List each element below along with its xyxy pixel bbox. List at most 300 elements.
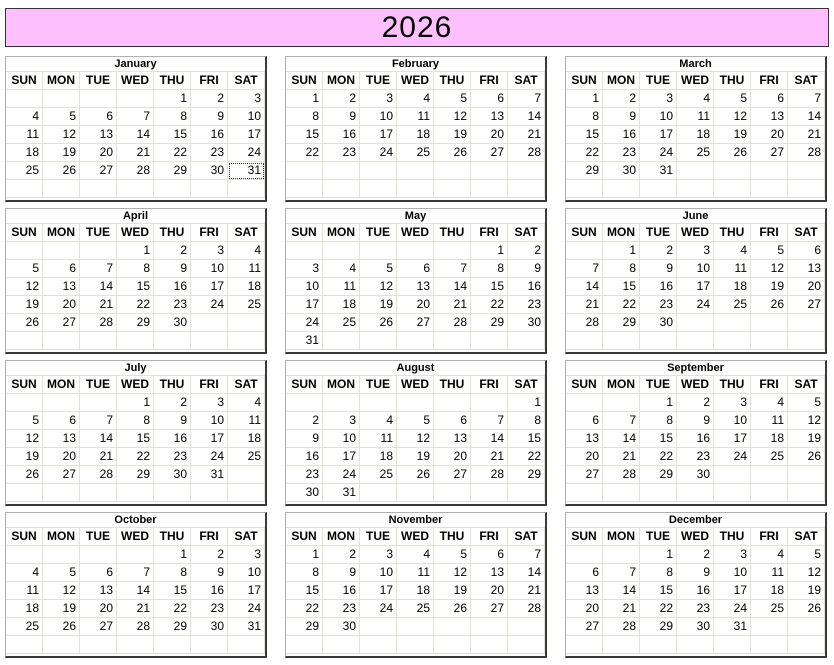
day-cell[interactable]: 28 (508, 600, 545, 618)
day-cell[interactable]: 3 (640, 90, 677, 108)
day-cell[interactable]: 9 (603, 108, 640, 126)
day-cell[interactable]: 31 (323, 484, 360, 502)
day-cell[interactable]: 21 (603, 600, 640, 618)
day-cell[interactable]: 21 (603, 448, 640, 466)
day-cell[interactable]: 17 (228, 126, 265, 144)
day-cell[interactable]: 18 (751, 582, 788, 600)
day-cell[interactable]: 5 (434, 546, 471, 564)
day-cell[interactable]: 23 (603, 144, 640, 162)
day-cell[interactable]: 5 (6, 412, 43, 430)
day-cell[interactable]: 20 (751, 126, 788, 144)
day-cell[interactable]: 1 (508, 394, 545, 412)
day-cell[interactable]: 8 (117, 412, 154, 430)
day-cell[interactable]: 29 (286, 618, 323, 636)
day-cell[interactable]: 9 (154, 260, 191, 278)
day-cell[interactable]: 10 (714, 412, 751, 430)
day-cell[interactable]: 10 (228, 108, 265, 126)
day-cell[interactable]: 28 (80, 466, 117, 484)
day-cell[interactable]: 18 (360, 448, 397, 466)
day-cell[interactable]: 20 (434, 448, 471, 466)
day-cell[interactable]: 17 (640, 126, 677, 144)
day-cell[interactable]: 24 (677, 296, 714, 314)
day-cell[interactable]: 13 (434, 430, 471, 448)
day-cell[interactable]: 23 (191, 144, 228, 162)
day-cell[interactable]: 5 (751, 242, 788, 260)
day-cell[interactable]: 4 (397, 90, 434, 108)
day-cell[interactable]: 12 (434, 108, 471, 126)
day-cell[interactable]: 6 (566, 412, 603, 430)
day-cell[interactable]: 24 (228, 144, 265, 162)
day-cell[interactable]: 15 (117, 430, 154, 448)
day-cell[interactable]: 28 (117, 618, 154, 636)
day-cell[interactable]: 29 (603, 314, 640, 332)
day-cell[interactable]: 31 (640, 162, 677, 180)
day-cell[interactable]: 24 (640, 144, 677, 162)
day-cell[interactable]: 3 (286, 260, 323, 278)
day-cell[interactable]: 23 (154, 448, 191, 466)
day-cell[interactable]: 5 (788, 546, 825, 564)
day-cell[interactable]: 31 (286, 332, 323, 350)
day-cell[interactable]: 20 (80, 144, 117, 162)
day-cell[interactable]: 11 (228, 260, 265, 278)
day-cell[interactable]: 13 (751, 108, 788, 126)
day-cell[interactable]: 8 (603, 260, 640, 278)
day-cell[interactable]: 2 (508, 242, 545, 260)
day-cell[interactable]: 24 (191, 296, 228, 314)
day-cell[interactable]: 30 (677, 466, 714, 484)
day-cell[interactable]: 20 (788, 278, 825, 296)
day-cell[interactable]: 30 (191, 162, 228, 180)
day-cell[interactable]: 27 (566, 466, 603, 484)
day-cell[interactable]: 2 (286, 412, 323, 430)
day-cell[interactable]: 3 (228, 90, 265, 108)
day-cell[interactable]: 29 (566, 162, 603, 180)
day-cell[interactable]: 10 (323, 430, 360, 448)
day-cell[interactable]: 14 (434, 278, 471, 296)
day-cell[interactable]: 24 (714, 448, 751, 466)
day-cell[interactable]: 22 (640, 448, 677, 466)
day-cell[interactable]: 15 (154, 126, 191, 144)
day-cell[interactable]: 16 (677, 582, 714, 600)
day-cell[interactable]: 5 (714, 90, 751, 108)
day-cell[interactable]: 9 (323, 564, 360, 582)
day-cell[interactable]: 15 (640, 430, 677, 448)
day-cell[interactable]: 21 (508, 126, 545, 144)
day-cell[interactable]: 5 (360, 260, 397, 278)
day-cell[interactable]: 26 (751, 296, 788, 314)
day-cell[interactable]: 26 (434, 600, 471, 618)
day-cell[interactable]: 26 (434, 144, 471, 162)
day-cell[interactable]: 20 (43, 448, 80, 466)
day-cell[interactable]: 10 (191, 260, 228, 278)
day-cell[interactable]: 7 (471, 412, 508, 430)
day-cell[interactable]: 3 (360, 90, 397, 108)
day-cell[interactable]: 15 (471, 278, 508, 296)
day-cell[interactable]: 14 (80, 430, 117, 448)
day-cell[interactable]: 22 (508, 448, 545, 466)
day-cell[interactable]: 1 (154, 546, 191, 564)
day-cell[interactable]: 11 (360, 430, 397, 448)
day-cell[interactable]: 15 (117, 278, 154, 296)
day-cell[interactable]: 1 (603, 242, 640, 260)
day-cell[interactable]: 4 (751, 546, 788, 564)
day-cell[interactable]: 7 (603, 564, 640, 582)
day-cell[interactable]: 25 (228, 296, 265, 314)
day-cell[interactable]: 16 (191, 582, 228, 600)
day-cell[interactable]: 20 (566, 600, 603, 618)
day-cell[interactable]: 6 (751, 90, 788, 108)
day-cell[interactable]: 1 (566, 90, 603, 108)
day-cell[interactable]: 15 (508, 430, 545, 448)
day-cell[interactable]: 1 (117, 394, 154, 412)
day-cell[interactable]: 18 (397, 582, 434, 600)
day-cell[interactable]: 14 (508, 564, 545, 582)
day-cell[interactable]: 28 (471, 466, 508, 484)
day-cell[interactable]: 24 (191, 448, 228, 466)
day-cell[interactable]: 21 (788, 126, 825, 144)
day-cell[interactable]: 17 (360, 582, 397, 600)
day-cell[interactable]: 28 (508, 144, 545, 162)
day-cell[interactable]: 28 (788, 144, 825, 162)
day-cell[interactable]: 6 (471, 546, 508, 564)
day-cell[interactable]: 16 (323, 582, 360, 600)
day-cell[interactable]: 21 (471, 448, 508, 466)
day-cell[interactable]: 13 (43, 430, 80, 448)
day-cell[interactable]: 1 (154, 90, 191, 108)
day-cell[interactable]: 13 (80, 582, 117, 600)
day-cell[interactable]: 30 (286, 484, 323, 502)
day-cell[interactable]: 19 (43, 600, 80, 618)
day-cell[interactable]: 19 (788, 430, 825, 448)
day-cell[interactable]: 25 (228, 448, 265, 466)
day-cell[interactable]: 24 (228, 600, 265, 618)
day-cell[interactable]: 17 (286, 296, 323, 314)
day-cell[interactable]: 3 (191, 242, 228, 260)
day-cell[interactable]: 13 (80, 126, 117, 144)
day-cell[interactable]: 16 (154, 430, 191, 448)
day-cell[interactable]: 19 (714, 126, 751, 144)
day-cell[interactable]: 23 (286, 466, 323, 484)
day-cell[interactable]: 2 (640, 242, 677, 260)
day-cell[interactable]: 18 (6, 144, 43, 162)
day-cell[interactable]: 9 (191, 108, 228, 126)
day-cell[interactable]: 8 (154, 108, 191, 126)
day-cell[interactable]: 11 (228, 412, 265, 430)
day-cell[interactable]: 30 (508, 314, 545, 332)
day-cell[interactable]: 25 (714, 296, 751, 314)
day-cell[interactable]: 16 (640, 278, 677, 296)
day-cell[interactable]: 6 (43, 412, 80, 430)
day-cell[interactable]: 8 (471, 260, 508, 278)
day-cell[interactable]: 19 (43, 144, 80, 162)
day-cell[interactable]: 12 (788, 564, 825, 582)
day-cell[interactable]: 11 (397, 564, 434, 582)
day-cell[interactable]: 18 (228, 430, 265, 448)
day-cell[interactable]: 19 (788, 582, 825, 600)
day-cell[interactable]: 9 (191, 564, 228, 582)
day-cell[interactable]: 6 (43, 260, 80, 278)
day-cell[interactable]: 25 (6, 618, 43, 636)
day-cell[interactable]: 26 (788, 600, 825, 618)
day-cell[interactable]: 28 (434, 314, 471, 332)
day-cell[interactable]: 8 (154, 564, 191, 582)
day-cell[interactable]: 25 (323, 314, 360, 332)
day-cell[interactable]: 18 (397, 126, 434, 144)
day-cell[interactable]: 18 (323, 296, 360, 314)
day-cell[interactable]: 2 (323, 90, 360, 108)
day-cell[interactable]: 10 (191, 412, 228, 430)
day-cell[interactable]: 2 (154, 394, 191, 412)
day-cell[interactable]: 23 (508, 296, 545, 314)
day-cell[interactable]: 30 (677, 618, 714, 636)
day-cell[interactable]: 22 (286, 144, 323, 162)
day-cell[interactable]: 1 (117, 242, 154, 260)
day-cell[interactable]: 15 (286, 582, 323, 600)
day-cell[interactable]: 29 (117, 314, 154, 332)
day-cell[interactable]: 24 (360, 600, 397, 618)
day-cell[interactable]: 4 (6, 108, 43, 126)
day-cell[interactable]: 3 (228, 546, 265, 564)
day-cell[interactable]: 29 (640, 466, 677, 484)
day-cell[interactable]: 11 (677, 108, 714, 126)
day-cell[interactable]: 10 (677, 260, 714, 278)
day-cell[interactable]: 30 (154, 466, 191, 484)
day-cell[interactable]: 26 (6, 466, 43, 484)
day-cell[interactable]: 16 (508, 278, 545, 296)
day-cell[interactable]: 7 (508, 546, 545, 564)
day-cell[interactable]: 10 (228, 564, 265, 582)
day-cell[interactable]: 12 (751, 260, 788, 278)
day-cell[interactable]: 16 (603, 126, 640, 144)
day-cell[interactable]: 17 (191, 430, 228, 448)
day-cell[interactable]: 17 (677, 278, 714, 296)
day-cell[interactable]: 24 (286, 314, 323, 332)
day-cell[interactable]: 11 (751, 412, 788, 430)
day-cell[interactable]: 6 (566, 564, 603, 582)
day-cell[interactable]: 2 (603, 90, 640, 108)
day-cell[interactable]: 13 (397, 278, 434, 296)
day-cell[interactable]: 9 (286, 430, 323, 448)
day-cell[interactable]: 30 (323, 618, 360, 636)
day-cell[interactable]: 26 (714, 144, 751, 162)
day-cell[interactable]: 27 (471, 144, 508, 162)
day-cell[interactable]: 20 (471, 126, 508, 144)
day-cell[interactable]: 18 (677, 126, 714, 144)
day-cell[interactable]: 4 (677, 90, 714, 108)
day-cell[interactable]: 26 (43, 162, 80, 180)
day-cell[interactable]: 18 (714, 278, 751, 296)
day-cell[interactable]: 9 (323, 108, 360, 126)
day-cell[interactable]: 23 (677, 448, 714, 466)
day-cell[interactable]: 4 (397, 546, 434, 564)
day-cell[interactable]: 28 (566, 314, 603, 332)
day-cell[interactable]: 16 (677, 430, 714, 448)
day-cell[interactable]: 24 (360, 144, 397, 162)
day-cell[interactable]: 8 (566, 108, 603, 126)
day-cell[interactable]: 12 (6, 278, 43, 296)
day-cell[interactable]: 13 (566, 582, 603, 600)
day-cell[interactable]: 30 (640, 314, 677, 332)
day-cell[interactable]: 29 (471, 314, 508, 332)
day-cell[interactable]: 12 (360, 278, 397, 296)
day-cell[interactable]: 15 (640, 582, 677, 600)
day-cell[interactable]: 1 (640, 546, 677, 564)
day-cell[interactable]: 23 (323, 144, 360, 162)
day-cell[interactable]: 17 (191, 278, 228, 296)
day-cell[interactable]: 11 (6, 582, 43, 600)
day-cell[interactable]: 4 (323, 260, 360, 278)
day-cell[interactable]: 26 (360, 314, 397, 332)
day-cell[interactable]: 22 (154, 600, 191, 618)
day-cell[interactable]: 17 (228, 582, 265, 600)
day-cell[interactable]: 9 (677, 564, 714, 582)
day-cell[interactable]: 31 (228, 618, 265, 636)
day-cell[interactable]: 25 (751, 448, 788, 466)
day-cell[interactable]: 4 (6, 564, 43, 582)
day-cell[interactable]: 6 (434, 412, 471, 430)
day-cell[interactable]: 17 (714, 582, 751, 600)
day-cell[interactable]: 10 (286, 278, 323, 296)
day-cell[interactable]: 10 (640, 108, 677, 126)
day-cell[interactable]: 19 (434, 582, 471, 600)
day-cell[interactable]: 8 (640, 564, 677, 582)
day-cell[interactable]: 22 (117, 296, 154, 314)
day-cell[interactable]: 20 (471, 582, 508, 600)
day-cell[interactable]: 27 (80, 618, 117, 636)
day-cell[interactable]: 9 (640, 260, 677, 278)
day-cell[interactable]: 23 (191, 600, 228, 618)
day-cell[interactable]: 20 (566, 448, 603, 466)
day-cell[interactable]: 4 (228, 394, 265, 412)
day-cell[interactable]: 30 (603, 162, 640, 180)
day-cell[interactable]: 21 (566, 296, 603, 314)
day-cell[interactable]: 7 (508, 90, 545, 108)
day-cell[interactable]: 8 (117, 260, 154, 278)
day-cell[interactable]: 18 (228, 278, 265, 296)
day-cell[interactable]: 3 (677, 242, 714, 260)
day-cell[interactable]: 22 (471, 296, 508, 314)
day-cell[interactable]: 12 (714, 108, 751, 126)
day-cell[interactable]: 29 (640, 618, 677, 636)
day-cell[interactable]: 27 (43, 466, 80, 484)
day-cell[interactable]: 10 (360, 564, 397, 582)
day-cell[interactable]: 1 (286, 90, 323, 108)
day-cell[interactable]: 5 (6, 260, 43, 278)
day-cell[interactable]: 29 (154, 618, 191, 636)
day-cell[interactable]: 31 (714, 618, 751, 636)
day-cell[interactable]: 16 (154, 278, 191, 296)
day-cell[interactable]: 28 (80, 314, 117, 332)
day-cell[interactable]: 19 (6, 448, 43, 466)
day-cell[interactable]: 8 (640, 412, 677, 430)
day-cell[interactable]: 3 (191, 394, 228, 412)
day-cell[interactable]: 4 (228, 242, 265, 260)
day-cell[interactable]: 25 (751, 600, 788, 618)
day-cell[interactable]: 3 (323, 412, 360, 430)
day-cell[interactable]: 6 (397, 260, 434, 278)
day-cell[interactable]: 22 (603, 296, 640, 314)
day-cell[interactable]: 17 (714, 430, 751, 448)
day-cell[interactable]: 19 (360, 296, 397, 314)
day-cell[interactable]: 20 (397, 296, 434, 314)
day-cell[interactable]: 10 (714, 564, 751, 582)
day-cell[interactable]: 13 (471, 108, 508, 126)
day-cell[interactable]: 30 (154, 314, 191, 332)
day-cell[interactable]: 7 (117, 564, 154, 582)
day-cell[interactable]: 9 (677, 412, 714, 430)
day-cell[interactable]: 11 (397, 108, 434, 126)
day-cell[interactable]: 22 (566, 144, 603, 162)
day-cell[interactable]: 5 (434, 90, 471, 108)
day-cell[interactable]: 12 (6, 430, 43, 448)
day-cell[interactable]: 21 (508, 582, 545, 600)
day-cell[interactable]: 11 (6, 126, 43, 144)
day-cell[interactable]: 27 (566, 618, 603, 636)
day-cell[interactable]: 29 (117, 466, 154, 484)
day-cell[interactable]: 11 (323, 278, 360, 296)
day-cell[interactable]: 14 (117, 582, 154, 600)
day-cell[interactable]: 22 (640, 600, 677, 618)
day-cell[interactable]: 21 (80, 296, 117, 314)
day-cell[interactable]: 27 (43, 314, 80, 332)
day-cell[interactable]: 13 (471, 564, 508, 582)
day-cell[interactable]: 14 (603, 582, 640, 600)
day-cell[interactable]: 4 (360, 412, 397, 430)
day-cell[interactable]: 23 (154, 296, 191, 314)
day-cell[interactable]: 16 (191, 126, 228, 144)
day-cell[interactable]: 20 (43, 296, 80, 314)
day-cell[interactable]: 6 (471, 90, 508, 108)
day-cell[interactable]: 5 (788, 394, 825, 412)
day-cell[interactable]: 5 (43, 108, 80, 126)
day-cell[interactable]: 2 (677, 546, 714, 564)
day-cell[interactable]: 7 (566, 260, 603, 278)
day-cell[interactable]: 27 (434, 466, 471, 484)
day-cell[interactable]: 25 (397, 144, 434, 162)
day-cell[interactable]: 14 (566, 278, 603, 296)
day-cell[interactable]: 19 (397, 448, 434, 466)
day-cell[interactable]: 12 (788, 412, 825, 430)
day-cell[interactable]: 20 (80, 600, 117, 618)
day-cell[interactable]: 25 (360, 466, 397, 484)
day-cell[interactable]: 6 (788, 242, 825, 260)
day-cell[interactable]: 25 (6, 162, 43, 180)
day-cell[interactable]: 31 (191, 466, 228, 484)
day-cell[interactable]: 15 (603, 278, 640, 296)
day-cell[interactable]: 18 (6, 600, 43, 618)
day-cell[interactable]: 6 (80, 108, 117, 126)
day-cell[interactable]: 7 (603, 412, 640, 430)
day-cell[interactable]: 9 (508, 260, 545, 278)
day-cell[interactable]: 7 (80, 412, 117, 430)
day-cell-selected[interactable]: 31 (228, 162, 265, 180)
day-cell[interactable]: 14 (603, 430, 640, 448)
day-cell[interactable]: 13 (788, 260, 825, 278)
day-cell[interactable]: 13 (566, 430, 603, 448)
day-cell[interactable]: 15 (286, 126, 323, 144)
day-cell[interactable]: 9 (154, 412, 191, 430)
day-cell[interactable]: 28 (603, 466, 640, 484)
day-cell[interactable]: 26 (397, 466, 434, 484)
day-cell[interactable]: 12 (43, 126, 80, 144)
day-cell[interactable]: 10 (360, 108, 397, 126)
day-cell[interactable]: 8 (508, 412, 545, 430)
day-cell[interactable]: 19 (434, 126, 471, 144)
day-cell[interactable]: 17 (323, 448, 360, 466)
day-cell[interactable]: 18 (751, 430, 788, 448)
day-cell[interactable]: 23 (677, 600, 714, 618)
day-cell[interactable]: 22 (154, 144, 191, 162)
